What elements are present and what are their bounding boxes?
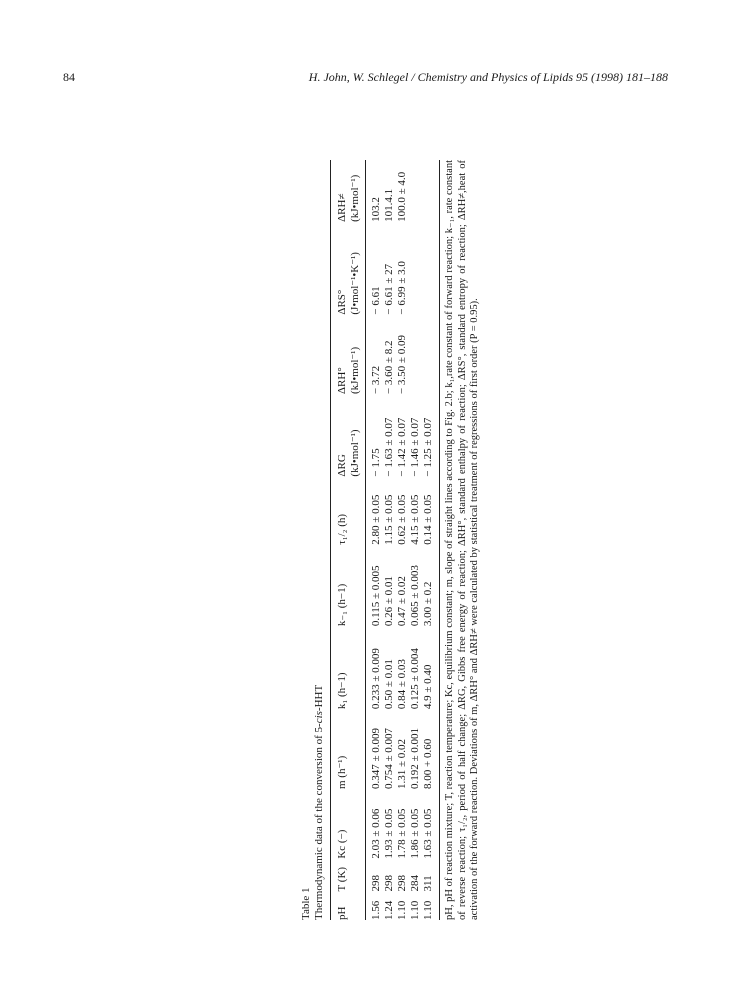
table-cell: − 1.63 ± 0.07 — [383, 417, 395, 477]
table-cell — [422, 222, 440, 315]
table-cell: 311 — [422, 859, 440, 892]
col-header-m: m (h⁻¹) — [334, 709, 366, 789]
table-cell: − 6.61 — [370, 286, 382, 315]
table-cell: 1.63 ± 0.05 — [422, 789, 440, 859]
table-cell: 0.50 ± 0.01 — [383, 659, 395, 710]
table-cell: 2.03 ± 0.06 — [370, 808, 382, 859]
table-cell: 1.31 ± 0.02 — [396, 738, 408, 789]
table-cell: 298 — [383, 874, 395, 892]
table-cell: − 3.72 — [370, 365, 382, 395]
table-cell: − 1.46 ± 0.07 — [409, 417, 421, 477]
table-cell: − 6.61 ± 27 — [383, 263, 395, 315]
table-cell: 8.00 + 0.60 — [422, 709, 440, 789]
table-cell: 0.115 ± 0.005 — [370, 565, 382, 627]
table-row — [383, 160, 396, 920]
table-cell: − 1.75 — [370, 448, 382, 477]
table-cell — [409, 222, 422, 315]
table-cell: 1.10 — [409, 900, 421, 920]
table-title-prefix: Thermodynamic data of the conversion of 5- — [313, 723, 325, 920]
table-row — [409, 160, 422, 920]
table-cell: 101.4.1 — [383, 188, 395, 222]
col-header-k1: k₁ (h−1) — [334, 626, 366, 709]
table-cell: 0.47 ± 0.02 — [396, 576, 408, 627]
table-cell: 1.24 — [383, 900, 395, 920]
table-cell: 1.10 — [396, 900, 408, 920]
thermodynamic-table — [330, 160, 440, 920]
table-cell: 0.754 ± 0.007 — [383, 727, 395, 789]
table-label: Table 1 — [300, 887, 312, 920]
table-cell: 298 — [396, 874, 408, 892]
col-header-ph: pH — [334, 891, 366, 920]
table-cell: 3.00 ± 0.2 — [422, 545, 440, 626]
table-footnote: pH, pH of reaction mixture; T, reaction temperature; Kc, equilibrium constant; m, slope of straight lines according to Fig. 2.b; k₁,rate constant of forward reaction; k₋₁, rate constant of reverse reaction; τ₁/₂, period of half change; ΔRG, Gibbs free energy of reaction; ΔRH°, standard enthalpy of reaction; ΔRS°, standard entropy of reaction; ΔRH≠,heat of activation of the forward reaction. Deviations of m, ΔRH° and ΔRH≠ were calculated by statistical treatment of regressions of first order (P = 0.95). — [444, 160, 480, 920]
table-cell: − 1.25 ± 0.07 — [422, 394, 440, 477]
table-title-suffix: -HHT — [313, 684, 325, 712]
page-number: 84 — [63, 70, 75, 84]
table-cell: 0.84 ± 0.03 — [396, 659, 408, 710]
table-cell: − 6.99 ± 3.0 — [396, 261, 408, 315]
table-cell: 1.15 ± 0.05 — [383, 494, 395, 545]
table-header-row — [334, 160, 366, 920]
table-title-italic: cis — [313, 711, 325, 724]
table-cell: 0.347 ± 0.009 — [370, 727, 382, 789]
table-row — [422, 160, 440, 920]
col-header-enthalpy: ΔRH° (kJ•mol⁻¹) — [334, 315, 366, 394]
rotated-table-block — [300, 160, 490, 920]
table-cell: 0.233 ± 0.009 — [370, 648, 382, 710]
table-cell: 1.93 ± 0.05 — [383, 808, 395, 859]
col-header-entropy: ΔRS° (J•mol⁻¹•K⁻¹) — [334, 222, 366, 315]
col-header-half-life: τ₁/₂ (h) — [334, 477, 366, 545]
table-cell: 0.26 ± 0.01 — [383, 576, 395, 627]
table-title — [313, 160, 326, 920]
table-cell: 4.15 ± 0.05 — [409, 494, 421, 545]
table-cell — [422, 160, 440, 222]
col-header-kc: Kc (−) — [334, 789, 366, 859]
table-cell: − 3.60 ± 8.2 — [383, 340, 395, 395]
table-cell: 0.192 ± 0.001 — [409, 727, 421, 789]
table-cell: 1.10 — [422, 891, 440, 920]
table-cell: 4.9 ± 0.40 — [422, 626, 440, 709]
table-cell: 103.2 — [370, 197, 382, 222]
table-cell — [409, 160, 422, 222]
table-cell: 100.0 ± 4.0 — [396, 171, 408, 222]
table-cell: 298 — [370, 874, 382, 892]
col-header-k-minus1: k₋₁ (h−1) — [334, 545, 366, 626]
table-cell: 1.56 — [370, 900, 382, 920]
running-head: H. John, W. Schlegel / Chemistry and Physics of Lipids 95 (1998) 181–188 — [308, 70, 668, 84]
table-cell: 284 — [409, 874, 421, 892]
table-cell: 0.14 ± 0.05 — [422, 477, 440, 545]
table-row — [396, 160, 409, 920]
table-cell: 1.86 ± 0.05 — [409, 808, 421, 859]
table-cell — [422, 315, 440, 394]
table-row — [366, 160, 384, 920]
col-header-activation: ΔRH≠ (kJ•mol⁻¹) — [334, 160, 366, 222]
table-cell: 0.065 ± 0.003 — [409, 565, 421, 627]
table-cell: − 1.42 ± 0.07 — [396, 417, 408, 477]
table-cell: 1.78 ± 0.05 — [396, 808, 408, 859]
table-cell: 0.62 ± 0.05 — [396, 494, 408, 545]
table-cell: − 3.50 ± 0.09 — [396, 335, 408, 395]
col-header-temperature: T (K) — [334, 859, 366, 892]
col-header-gibbs: ΔRG (kJ•mol⁻¹) — [334, 394, 366, 477]
table-cell: 0.125 ± 0.004 — [409, 648, 421, 710]
table-cell — [409, 315, 422, 394]
table-cell: 2.80 ± 0.05 — [370, 494, 382, 545]
